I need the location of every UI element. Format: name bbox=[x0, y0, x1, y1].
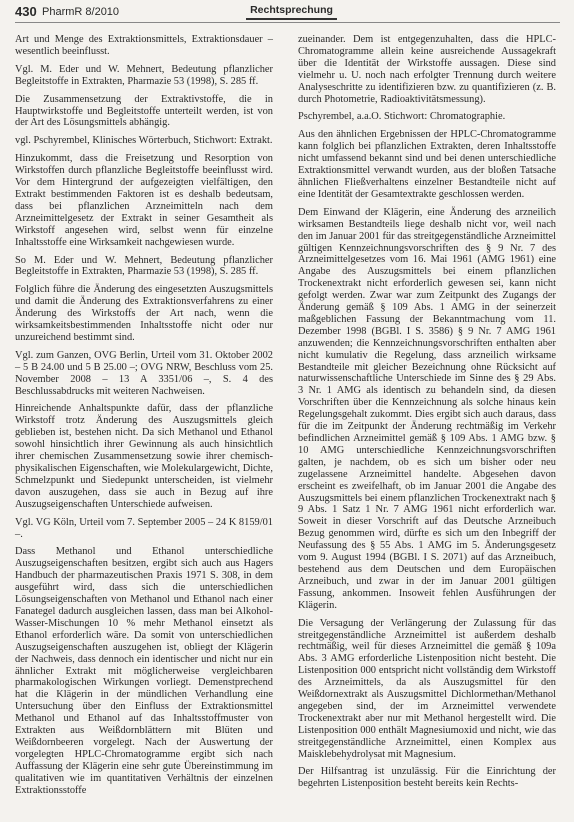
paragraph: Folglich führe die Änderung des eingesetzten Auszugsmittels und damit die Änderung des Extraktionsverfahrens zu einer Änderung des Wirkstoffs der Art nach, wenn die wirksamkeitsbestimmenden Inhaltsstoffe nicht oder nur unzureichend bestimmt sind. bbox=[15, 284, 273, 343]
paragraph: Art und Menge des Extraktionsmittels, Extraktionsdauer – wesentlich beeinflusst. bbox=[15, 34, 273, 57]
paragraph: Dem Einwand der Klägerin, eine Änderung des arzneilich wirksamen Bestandteils liege deshalb nicht vor, weil nach den im Januar 2001 für das streitgegenständliche Arzneimittel gültigen Kennzeichnungsvorschriften des § 9 Nr. 7 des Arzneimittelgesetzes vom 16. Mai 1961 (AMG 1961) eine Angabe des Auszugsmittels bei einem pflanzlichen Trockenextrakt nicht erforderlich gewesen sei, kann nicht gefolgt werden. Zwar war zum Zeitpunkt des Zugangs der Änderung gemäß § 109 Abs. 1 AMG in der seinerzeit maßgeblichen Fassung der Bekanntmachung vom 11. Dezember 1998 (BGBl. I S. 3586) § 9 Nr. 7 AMG 1961 anzuwenden; die Kennzeichnungsvorschriften enthalten aber nicht kumulativ die Regelung, dass arzneilich wirksame Bestandteile mit gleicher Bezeichnung ohne Rücksicht auf naturwissenschaftliche Unterschiede im Sinne des § 29 Abs. 3 Nr. 1 AMG als identisch zu behandeln sind, da diesen Vorschriften über die Kennzeichnung als solche hinaus kein Regelungsgehalt zukommt. Dies ergibt sich auch daraus, dass für die im Zeitpunkt der Änderung rechtmäßig im Verkehr befindlichen Arzneimittel gemäß § 109 Abs. 1 AMG bzw. § 10 AMG unterschiedliche Kennzeichnungsvorschriften galten, je nachdem, ob es sich um bisher oder neu zugelassene Arzneimittel handelte. Abgesehen davon erscheint es zweifelhaft, ob im Januar 2001 die Angabe des Auszugsmittels bei einem pflanzlichen Trockenextrakt nach § 9 Abs. 1 Satz 1 Nr. 7 AMG 1961 nicht erforderlich war. Soweit in dieser Vorschrift auf das Deutsche Arzneibuch Bezug genommen wird, dürfte es sich um den Inbegriff der Neufassung des § 55 Abs. 1 AMG im 5. Änderungsgesetz vom 9. August 1994 (BGBl. I S. 2071) auf das Arzneibuch, bestehend aus dem Deutschen und dem Europäischen Arzneibuch, und zwar in der im Januar 2001 gültigen Fassung, ankommen. Insoweit fehlen Ausführungen der Klägerin. bbox=[298, 206, 556, 611]
journal-name: PharmR 8/2010 bbox=[42, 6, 120, 18]
page-header bbox=[0, 0, 574, 36]
paragraph: Vgl. M. Eder und W. Mehnert, Bedeutung pflanzlicher Begleitstoffe in Extrakten, Pharmazie 53 (1998), S. 285 ff. bbox=[15, 63, 273, 87]
paragraph: Der Hilfsantrag ist unzulässig. Für die Einrichtung der begehrten Listenposition besteht bereits kein Rechts- bbox=[298, 766, 556, 790]
paragraph: zueinander. Dem ist entgegenzuhalten, dass die HPLC-Chromatogramme allein keine ausreichende Aussagekraft über die Identität der Wirkstoffe aussagen. Diese sind vielmehr u. U. noch nach erfolgter Trennung durch weitere Analyseschritte zu identifizieren bzw. zu quantifizieren (z. B. durch Photometrie, Radioaktivitätsmessung). bbox=[298, 34, 556, 105]
paragraph: Pschyrembel, a.a.O. Stichwort: Chromatographie. bbox=[298, 111, 506, 123]
paragraph: So M. Eder und W. Mehnert, Bedeutung pflanzlicher Begleitstoffe in Extrakten, Pharmazie 53 (1998), S. 285 ff. bbox=[15, 254, 273, 278]
left-column bbox=[15, 34, 273, 802]
section-title: Rechtsprechung bbox=[246, 4, 337, 20]
paragraph: Hinreichende Anhaltspunkte dafür, dass der pflanzliche Wirkstoff trotz Änderung des Auszugsmittels gleich geblieben ist, bestehen nicht. Da sich Methanol und Ethanol sowohl hinsichtlich ihrer Gewinnung als auch hinsichtlich ihrer chemischen Zusammensetzung sowie ihrer chemisch-physikalischen Eigenschaften, wie Molekulargewicht, Dichte, Schmelzpunkt und Siedepunkt unterscheiden, ist vielmehr davon auszugehen, dass sie auch in Bezug auf ihre Auszugseigenschaften Unterschiede aufweisen. bbox=[15, 403, 273, 510]
header-rule bbox=[15, 22, 560, 23]
paragraph: vgl. Pschyrembel, Klinisches Wörterbuch, Stichwort: Extrakt. bbox=[15, 135, 273, 147]
right-column bbox=[298, 34, 556, 796]
paragraph: Die Versagung der Verlängerung der Zulassung für das streitgegenständliche Arzneimittel ist außerdem deshalb rechtmäßig, weil für dieses Arzneimittel die gemäß § 109a Abs. 3 AMG erforderliche Listenposition nicht besteht. Die Listenposition 000 entspricht nicht vollständig dem Wirkstoff des Arzneimittels, da als Auszugsmittel für den Weißdornextrakt als Auszugsmittel Dichlormethan/Methanol angegeben sind, der im Arzneimittel verwendete Trockenextrakt aber nur mit Methanol hergestellt wird. Die Listenposition 000 enthält Magnesiumoxid und nicht, wie das streitgegenständliche Arzneimittel, einen Komplex aus Maisklebehydrolysat mit Magnesium. bbox=[298, 617, 556, 760]
paragraph: Aus den ähnlichen Ergebnissen der HPLC-Chromatogramme kann folglich bei pflanzlichen Extrakten, deren Inhaltsstoffe nicht umfassend bekannt sind und bei denen unterschiedliche Extraktionsmittel verwandt wurden, aus der bloßen Tatsache ähnlichen Fließverhaltens einzelner Bestandteile nicht auf eine Identität der Gesamtextrakte geschlossen werden. bbox=[298, 129, 556, 200]
paragraph: Die Zusammensetzung der Extraktivstoffe, die in Hauptwirkstoffe und Begleitstoffe unterteilt werden, ist von der Art des Lösungsmittels abhängig. bbox=[15, 93, 273, 129]
paragraph: Vgl. zum Ganzen, OVG Berlin, Urteil vom 31. Oktober 2002 – 5 B 24.00 und 5 B 25.00 –; OVG NRW, Beschluss vom 25. November 2008 – 13 A 3351/06 –, S. 4 des Beschlussabdrucks mit weiteren Nachweisen. bbox=[15, 349, 273, 397]
paragraph: Vgl. VG Köln, Urteil vom 7. September 2005 – 24 K 8159/01 –. bbox=[15, 516, 273, 540]
paragraph: Dass Methanol und Ethanol unterschiedliche Auszugseigenschaften besitzen, ergibt sich auch aus Hagers Handbuch der pharmazeutischen Praxis 1971 S. 308, in dem ausgeführt wird, dass sich die unterschiedlichen Lösungseigenschaften von Methanol und Ethanol nach einer Fanategel dadurch ausgleichen lassen, dass man bei Alkohol-Wasser-Mischungen 10 % mehr Methanol einsetzt als Ethanol erforderlich wäre. Da somit von unterschiedlichen Auszugseigenschaften auszugehen ist, obliegt der Klägerin der Nachweis, dass dennoch ein identischer und nicht nur ein ähnlicher Extrakt mit möglicherweise vergleichbaren pharmakologischen Wirkungen vorliegt. Demenstprechend hat die Klägerin in der mündlichen Verhandlung eine Untersuchung über den Einfluss der Extraktionsmittel Methanol und Ethanol auf das Inhaltsstoffmuster von Extrakten aus Weißdornblättern mit Blüten und Weißdornbeeren vorgelegt. Nach der Auswertung der vorgelegten HPLC-Chromatogramme ergibt sich nach Auffassung der Klägerin eine sehr gute Übereinstimmung im qualitativen wie im quantitativen Verhältnis der einzelnen Extraktionsstoffe bbox=[15, 546, 273, 796]
paragraph: Hinzukommt, dass die Freisetzung und Resorption von Wirkstoffen durch pflanzliche Begleitstoffe beeinflusst wird. Vor dem Hintergrund der aufgezeigten vielfältigen, den Extrakt bestimmenden Faktoren ist es deshalb bedeutsam, dass bei pflanzlichen Arzneimitteln nach dem Arzneimittelgesetz der Extrakt in seiner Gesamtheit als Wirkstoff angesehen wird, selbst wenn für einzelne Inhaltsstoffe eine Wirksamkeit nachgewiesen wurde. bbox=[15, 153, 273, 248]
page-number: 430 bbox=[15, 4, 37, 19]
